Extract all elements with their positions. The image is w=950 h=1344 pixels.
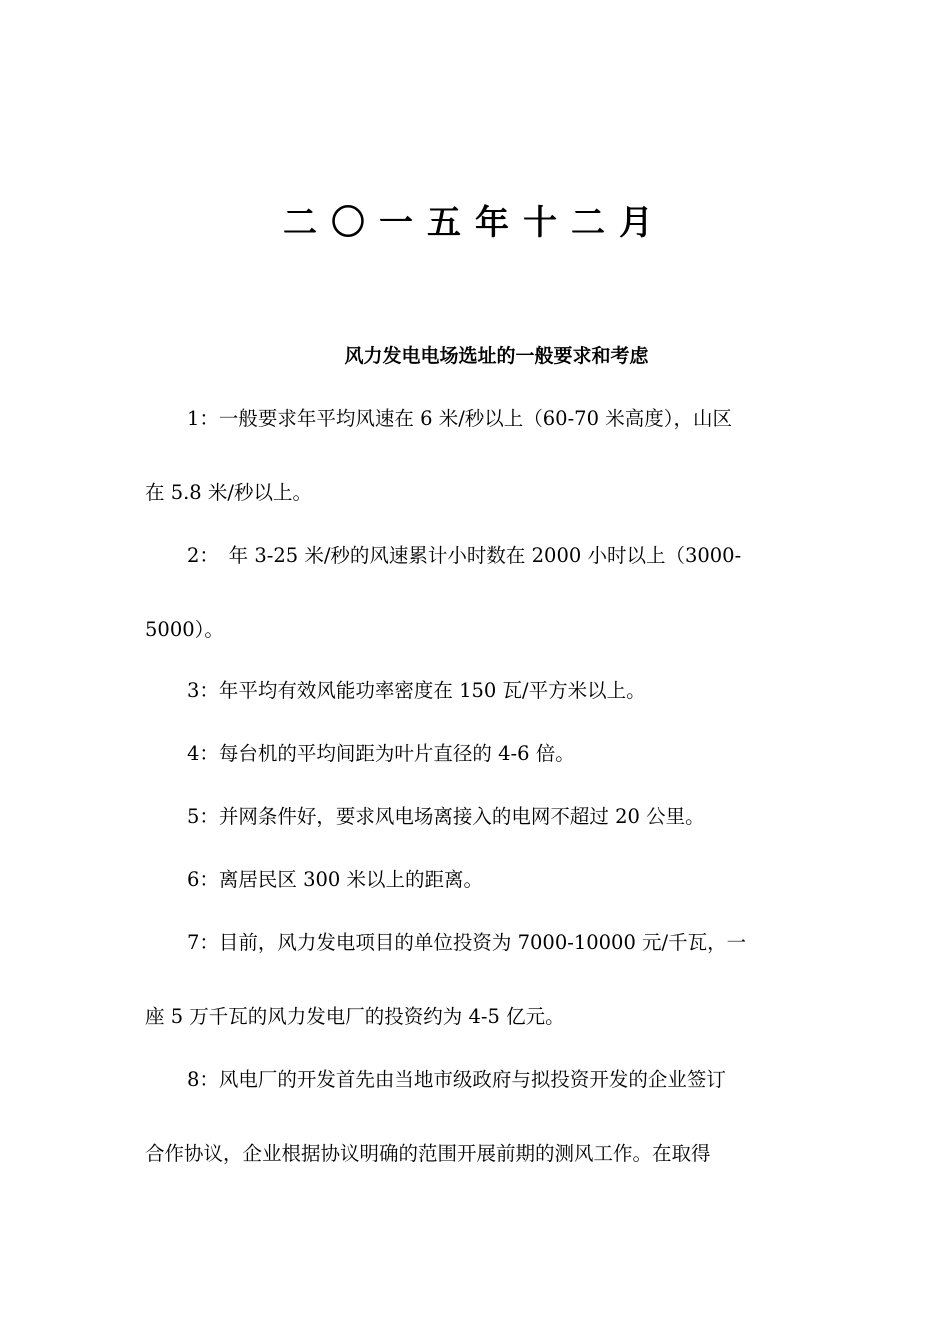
paragraph-4: 4：每台机的平均间距为叶片直径的 4-6 倍。 [187, 742, 575, 765]
document-title: 风力发电电场选址的一般要求和考虑 [344, 345, 649, 367]
paragraph-8-line-2: 合作协议，企业根据协议明确的范围开展前期的测风工作。在取得 [145, 1142, 711, 1165]
paragraph-1-line-1: 1：一般要求年平均风速在 6 米/秒以上（60-70 米高度），山区 [187, 407, 732, 430]
paragraph-1-line-2: 在 5.8 米/秒以上。 [145, 481, 312, 504]
paragraph-5: 5：并网条件好，要求风电场离接入的电网不超过 20 公里。 [187, 805, 705, 828]
paragraph-7-line-1: 7：目前，风力发电项目的单位投资为 7000-10000 元/千瓦，一 [187, 931, 747, 954]
paragraph-8-line-1: 8：风电厂的开发首先由当地市级政府与拟投资开发的企业签订 [187, 1068, 726, 1091]
date-title: 二〇一五年十二月 [283, 203, 667, 243]
paragraph-3: 3：年平均有效风能功率密度在 150 瓦/平方米以上。 [187, 679, 646, 702]
paragraph-2-line-1: 2： 年 3-25 米/秒的风速累计小时数在 2000 小时以上（3000- [187, 544, 742, 567]
paragraph-7-line-2: 座 5 万千瓦的风力发电厂的投资约为 4-5 亿元。 [145, 1005, 565, 1028]
paragraph-2-line-2: 5000）。 [145, 618, 224, 641]
paragraph-6: 6：离居民区 300 米以上的距离。 [187, 868, 484, 891]
